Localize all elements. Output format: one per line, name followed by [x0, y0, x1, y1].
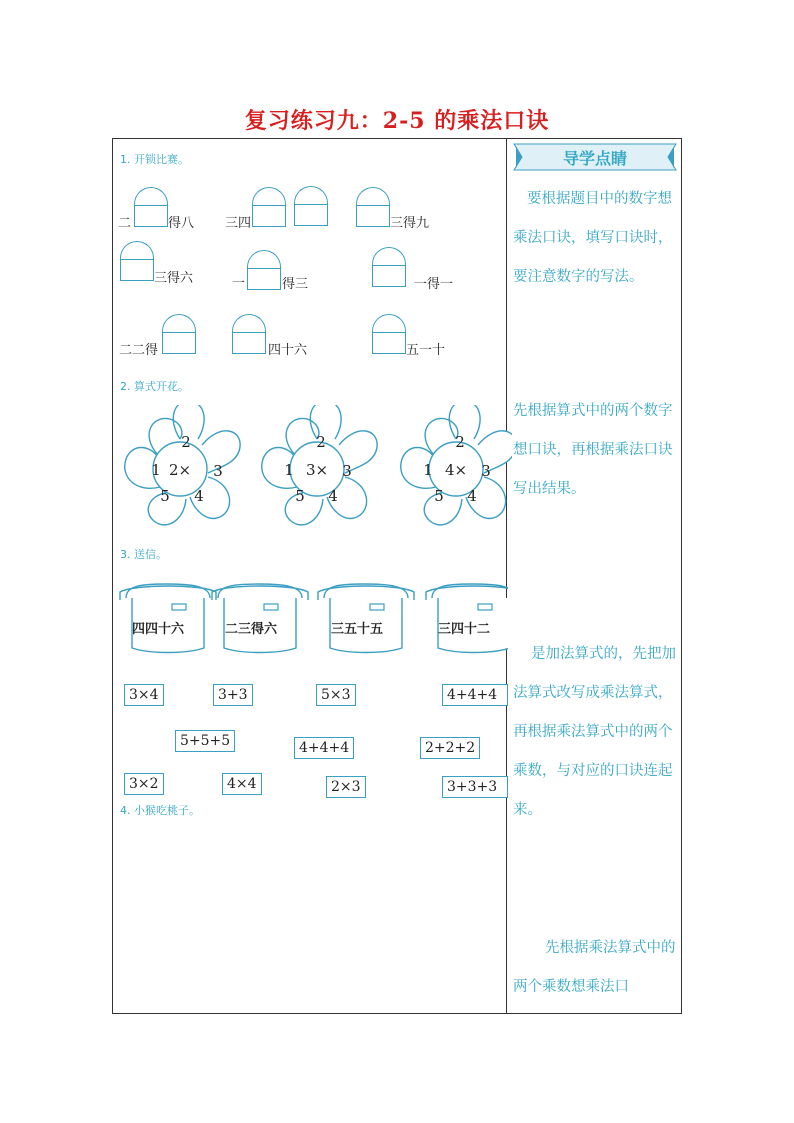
lock-4-suffix: 三得六 — [154, 271, 194, 286]
flower-3-petal-right: 3 — [481, 462, 491, 480]
mailbox-1-label: 四四十六 — [132, 622, 185, 637]
lock-2b — [294, 186, 328, 226]
guide-paragraph-1: 要根据题目中的数字想乘法口诀，填写口诀时，要注意数字的写法。 — [513, 191, 673, 285]
lock-1-answer-box[interactable] — [134, 205, 168, 227]
flower-1-center: 2× — [168, 461, 192, 479]
letter-9[interactable]: 4×4 — [222, 773, 262, 795]
lock-9 — [372, 314, 406, 354]
lock-2b-answer-box[interactable] — [294, 204, 328, 226]
page-title: 复习练习九：2-5 的乘法口诀 — [244, 108, 550, 134]
lock-7-answer-box[interactable] — [162, 332, 196, 354]
lock-2-answer-box[interactable] — [252, 205, 286, 227]
letter-5[interactable]: 5+5+5 — [175, 730, 235, 752]
lock-3-suffix: 三得九 — [390, 216, 430, 231]
letter-2[interactable]: 3+3 — [213, 684, 253, 706]
flower-1-petal-lower-left: 5 — [160, 487, 170, 505]
lock-6-suffix: 一得一 — [414, 277, 454, 292]
lock-5-prefix: 一 — [232, 276, 246, 291]
flower-2-petal-lower-right: 4 — [328, 487, 338, 505]
column-divider — [506, 138, 507, 1013]
lock-8 — [232, 314, 266, 354]
lock-5-suffix: 得三 — [282, 277, 309, 292]
letter-1[interactable]: 3×4 — [124, 684, 164, 706]
flower-2-petal-lower-left: 5 — [295, 487, 305, 505]
mailbox-2-label: 二三得六 — [225, 622, 278, 637]
lock-4-answer-box[interactable] — [120, 259, 154, 281]
section-2-heading: 2. 算式开花。 — [120, 380, 189, 393]
lock-6 — [372, 247, 406, 287]
letter-3[interactable]: 5×3 — [316, 684, 356, 706]
lock-6-answer-box[interactable] — [372, 265, 406, 287]
lock-2-prefix: 三四 — [225, 216, 252, 231]
lock-9-answer-box[interactable] — [372, 332, 406, 354]
flower-2-petal-right: 3 — [342, 462, 352, 480]
letter-8[interactable]: 3×2 — [124, 773, 164, 795]
letter-7[interactable]: 2+2+2 — [420, 737, 480, 759]
flower-3-petal-lower-right: 4 — [467, 487, 477, 505]
flower-1-petal-right: 3 — [213, 462, 223, 480]
guide-paragraph-3: 是加法算式的，先把加法算式改写成乘法算式，再根据乘法算式中的两个乘数，与对应的口诀连起来。 — [513, 646, 676, 818]
letter-4[interactable]: 4+4+4 — [442, 684, 508, 706]
section-1-heading: 1. 开锁比赛。 — [120, 153, 189, 166]
flowers-area — [112, 405, 512, 535]
guide-paragraph-2: 先根据算式中的两个数字想口诀，再根据乘法口诀写出结果。 — [513, 403, 673, 497]
letter-10[interactable]: 2×3 — [326, 776, 366, 798]
lock-2 — [252, 187, 286, 227]
lock-7 — [162, 314, 196, 354]
lock-5-answer-box[interactable] — [247, 268, 281, 290]
lock-1-prefix: 二 — [118, 216, 132, 231]
flower-2-center: 3× — [305, 461, 329, 479]
flower-1 — [125, 405, 240, 525]
flower-3-petal-lower-left: 5 — [434, 487, 444, 505]
flower-3-center: 4× — [444, 461, 468, 479]
mailbox-3-label: 三五十五 — [331, 622, 384, 637]
lock-9-suffix: 五一十 — [406, 343, 446, 358]
mailbox-4-label: 三四十二 — [438, 622, 491, 637]
lock-3 — [356, 187, 390, 227]
flower-2-petal-top: 2 — [316, 433, 326, 451]
flower-1-petal-left: 1 — [151, 461, 161, 479]
lock-1-suffix: 得八 — [168, 216, 195, 231]
lock-8-suffix: 四十六 — [268, 343, 308, 358]
guide-header: 导学点睛 — [562, 149, 627, 168]
flower-3-petal-left: 1 — [423, 461, 433, 479]
flower-2-petal-left: 1 — [284, 461, 294, 479]
lock-4 — [120, 241, 154, 281]
letter-11[interactable]: 3+3+3 — [442, 776, 508, 798]
section-4-heading: 4. 小猴吃桃子。 — [120, 804, 200, 817]
guide-paragraph-4: 先根据乘法算式中的两个乘数想乘法口 — [513, 940, 676, 995]
flower-1-petal-lower-right: 4 — [194, 487, 204, 505]
letter-6[interactable]: 4+4+4 — [294, 737, 354, 759]
flower-1-petal-top: 2 — [181, 433, 191, 451]
lock-7-prefix: 二二得 — [119, 343, 159, 358]
section-3-heading: 3. 送信。 — [120, 548, 167, 561]
flower-3-petal-top: 2 — [455, 433, 465, 451]
lock-5 — [247, 250, 281, 290]
flower-2 — [262, 405, 377, 525]
lock-8-answer-box[interactable] — [232, 332, 266, 354]
lock-1 — [134, 187, 168, 227]
lock-3-answer-box[interactable] — [356, 205, 390, 227]
flower-3 — [401, 405, 512, 525]
